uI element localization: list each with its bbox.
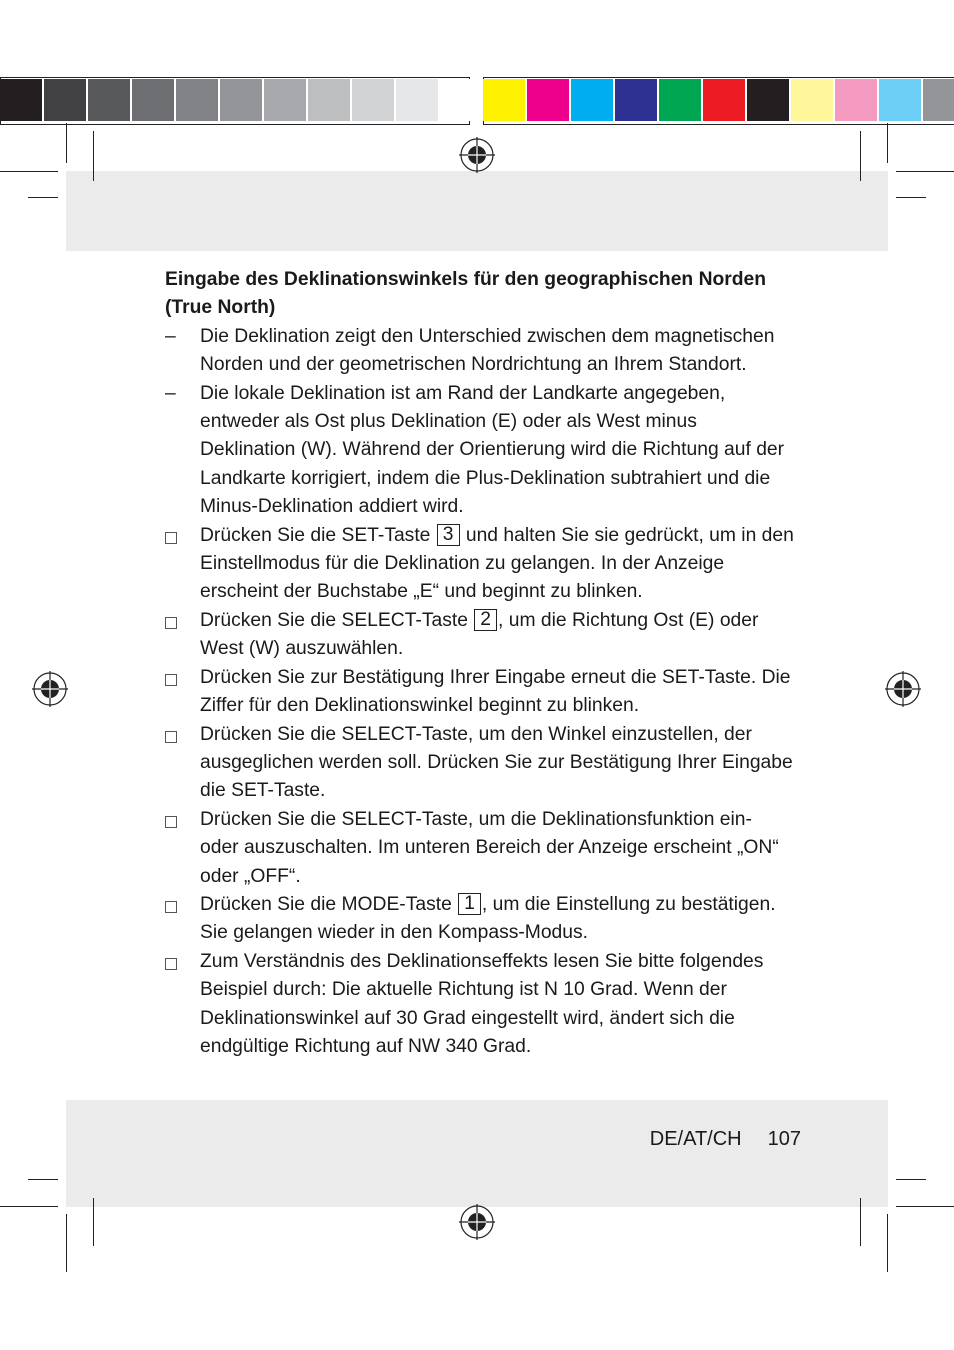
- color-swatch: [703, 79, 745, 121]
- section-heading: Eingabe des Deklinationswinkels für den geographischen Norden (True North): [165, 269, 767, 319]
- crop-mark: [887, 1214, 888, 1272]
- grayscale-color-bar: [0, 79, 484, 123]
- crop-mark: [66, 123, 67, 163]
- list-item-text: Die lokale Deklination ist am Rand der Landkarte angegeben, entweder als Ost plus Deklination (E) oder als West minus Deklination (W). Während der Orientierung wird die Richtung auf der Landkarte korrigiert, indem die Plus-Deklination subtrahiert und die Minus-Deklination addiert wird.: [200, 382, 785, 518]
- gray-swatch: [396, 79, 438, 121]
- text-segment: Drücken Sie die SET-Taste: [200, 524, 436, 546]
- list-item-text: Drücken Sie die SELECT-Taste, um den Winkel einzustellen, der ausgeglichen werden soll. Drücken Sie zur Bestätigung Ihrer Eingabe die SET-Taste.: [200, 723, 793, 802]
- region-label: DE/AT/CH: [649, 1128, 742, 1150]
- gray-swatch: [264, 79, 306, 121]
- page-content: [165, 266, 795, 1061]
- gray-swatch: [0, 79, 42, 121]
- color-swatch: [835, 79, 877, 121]
- text-segment: , um die Richtung Ost (E) oder West (W) auszuwählen.: [200, 609, 759, 660]
- list-item: [165, 607, 795, 664]
- dash-marker: –: [165, 325, 176, 347]
- checkbox-square-icon: [165, 532, 177, 544]
- checkbox-square-icon: [165, 958, 177, 970]
- registration-mark-icon: [459, 1204, 495, 1240]
- color-swatch: [923, 79, 954, 121]
- key-number-label: 2: [474, 609, 497, 631]
- color-swatch: [747, 79, 789, 121]
- page-number: 107: [767, 1128, 801, 1150]
- registration-mark-icon: [885, 671, 921, 707]
- color-swatch: [659, 79, 701, 121]
- crop-mark: [0, 1206, 58, 1207]
- header-band: [66, 171, 888, 251]
- key-number-label: 3: [437, 524, 460, 546]
- gray-swatch: [352, 79, 394, 121]
- list-item: [165, 948, 795, 1062]
- list-item-text: Zum Verständnis des Deklinationseffekts lesen Sie bitte folgendes Beispiel durch: Die aktuelle Richtung ist N 10 Grad. Wenn der Deklinationswinkel auf 30 Grad eingestellt wird, ändert sich die endgültige Richtung auf NW 340 Grad.: [200, 950, 764, 1057]
- color-swatch: [483, 79, 525, 121]
- list-item-text: Die Deklination zeigt den Unterschied zwischen dem magnetischen Norden und der geometrischen Nordrichtung an Ihrem Standort.: [200, 325, 775, 376]
- list-item-text: [200, 894, 776, 943]
- crop-mark: [93, 131, 94, 181]
- checkbox-square-icon: [165, 816, 177, 828]
- text-segment: , um die Einstellung zu bestätigen. Sie gelangen wieder in den Kompass-Modus.: [200, 893, 776, 944]
- gray-swatch: [88, 79, 130, 121]
- list-item: [165, 891, 795, 948]
- registration-mark-icon: [459, 137, 495, 173]
- list-item: [165, 721, 795, 806]
- color-swatch: [571, 79, 613, 121]
- registration-mark-icon: [32, 671, 68, 707]
- crop-mark: [66, 1214, 67, 1272]
- dash-marker: –: [165, 382, 176, 404]
- text-segment: Drücken Sie die SELECT-Taste: [200, 609, 474, 631]
- checkbox-square-icon: [165, 731, 177, 743]
- list-item: [165, 522, 795, 607]
- list-item-text: Drücken Sie die SELECT-Taste, um die Deklinationsfunktion ein- oder auszuschalten. Im unteren Bereich der Anzeige erscheint „ON“ oder „OFF“.: [200, 808, 779, 887]
- crop-mark: [896, 171, 954, 172]
- footer-band: [66, 1100, 888, 1207]
- gray-swatch: [176, 79, 218, 121]
- key-number-label: 1: [458, 893, 481, 915]
- color-swatch: [791, 79, 833, 121]
- crop-mark: [896, 1179, 926, 1180]
- process-color-bar: [483, 79, 954, 123]
- text-segment: und halten Sie sie gedrückt, um in den Einstellmodus für die Deklination zu gelangen. In der Anzeige erscheint der Buchstabe „E“ und beginnt zu blinken.: [200, 524, 794, 603]
- crop-mark: [93, 1198, 94, 1246]
- list-item-text: [200, 610, 758, 659]
- checkbox-square-icon: [165, 617, 177, 629]
- list-item: [165, 664, 795, 721]
- crop-mark: [0, 171, 58, 172]
- crop-mark: [28, 197, 58, 198]
- list-item-text: [200, 525, 794, 603]
- crop-mark: [896, 1206, 954, 1207]
- page-footer: [650, 1128, 801, 1151]
- list-item-text: Drücken Sie zur Bestätigung Ihrer Eingabe erneut die SET-Taste. Die Ziffer für den Deklinationswinkel beginnt zu blinken.: [200, 666, 791, 717]
- checkbox-square-icon: [165, 674, 177, 686]
- text-segment: Drücken Sie die MODE-Taste: [200, 893, 458, 915]
- gray-swatch: [44, 79, 86, 121]
- list-item: [165, 323, 795, 380]
- crop-mark: [896, 197, 926, 198]
- gray-swatch: [308, 79, 350, 121]
- checkbox-square-icon: [165, 901, 177, 913]
- gray-swatch: [220, 79, 262, 121]
- gray-swatch: [440, 79, 482, 121]
- crop-mark: [860, 131, 861, 181]
- crop-mark: [887, 123, 888, 163]
- color-swatch: [879, 79, 921, 121]
- color-swatch: [615, 79, 657, 121]
- crop-mark: [28, 1179, 58, 1180]
- list-item: [165, 380, 795, 522]
- gray-swatch: [132, 79, 174, 121]
- instruction-list: [165, 323, 795, 1062]
- color-swatch: [527, 79, 569, 121]
- list-item: [165, 806, 795, 891]
- crop-mark: [860, 1198, 861, 1246]
